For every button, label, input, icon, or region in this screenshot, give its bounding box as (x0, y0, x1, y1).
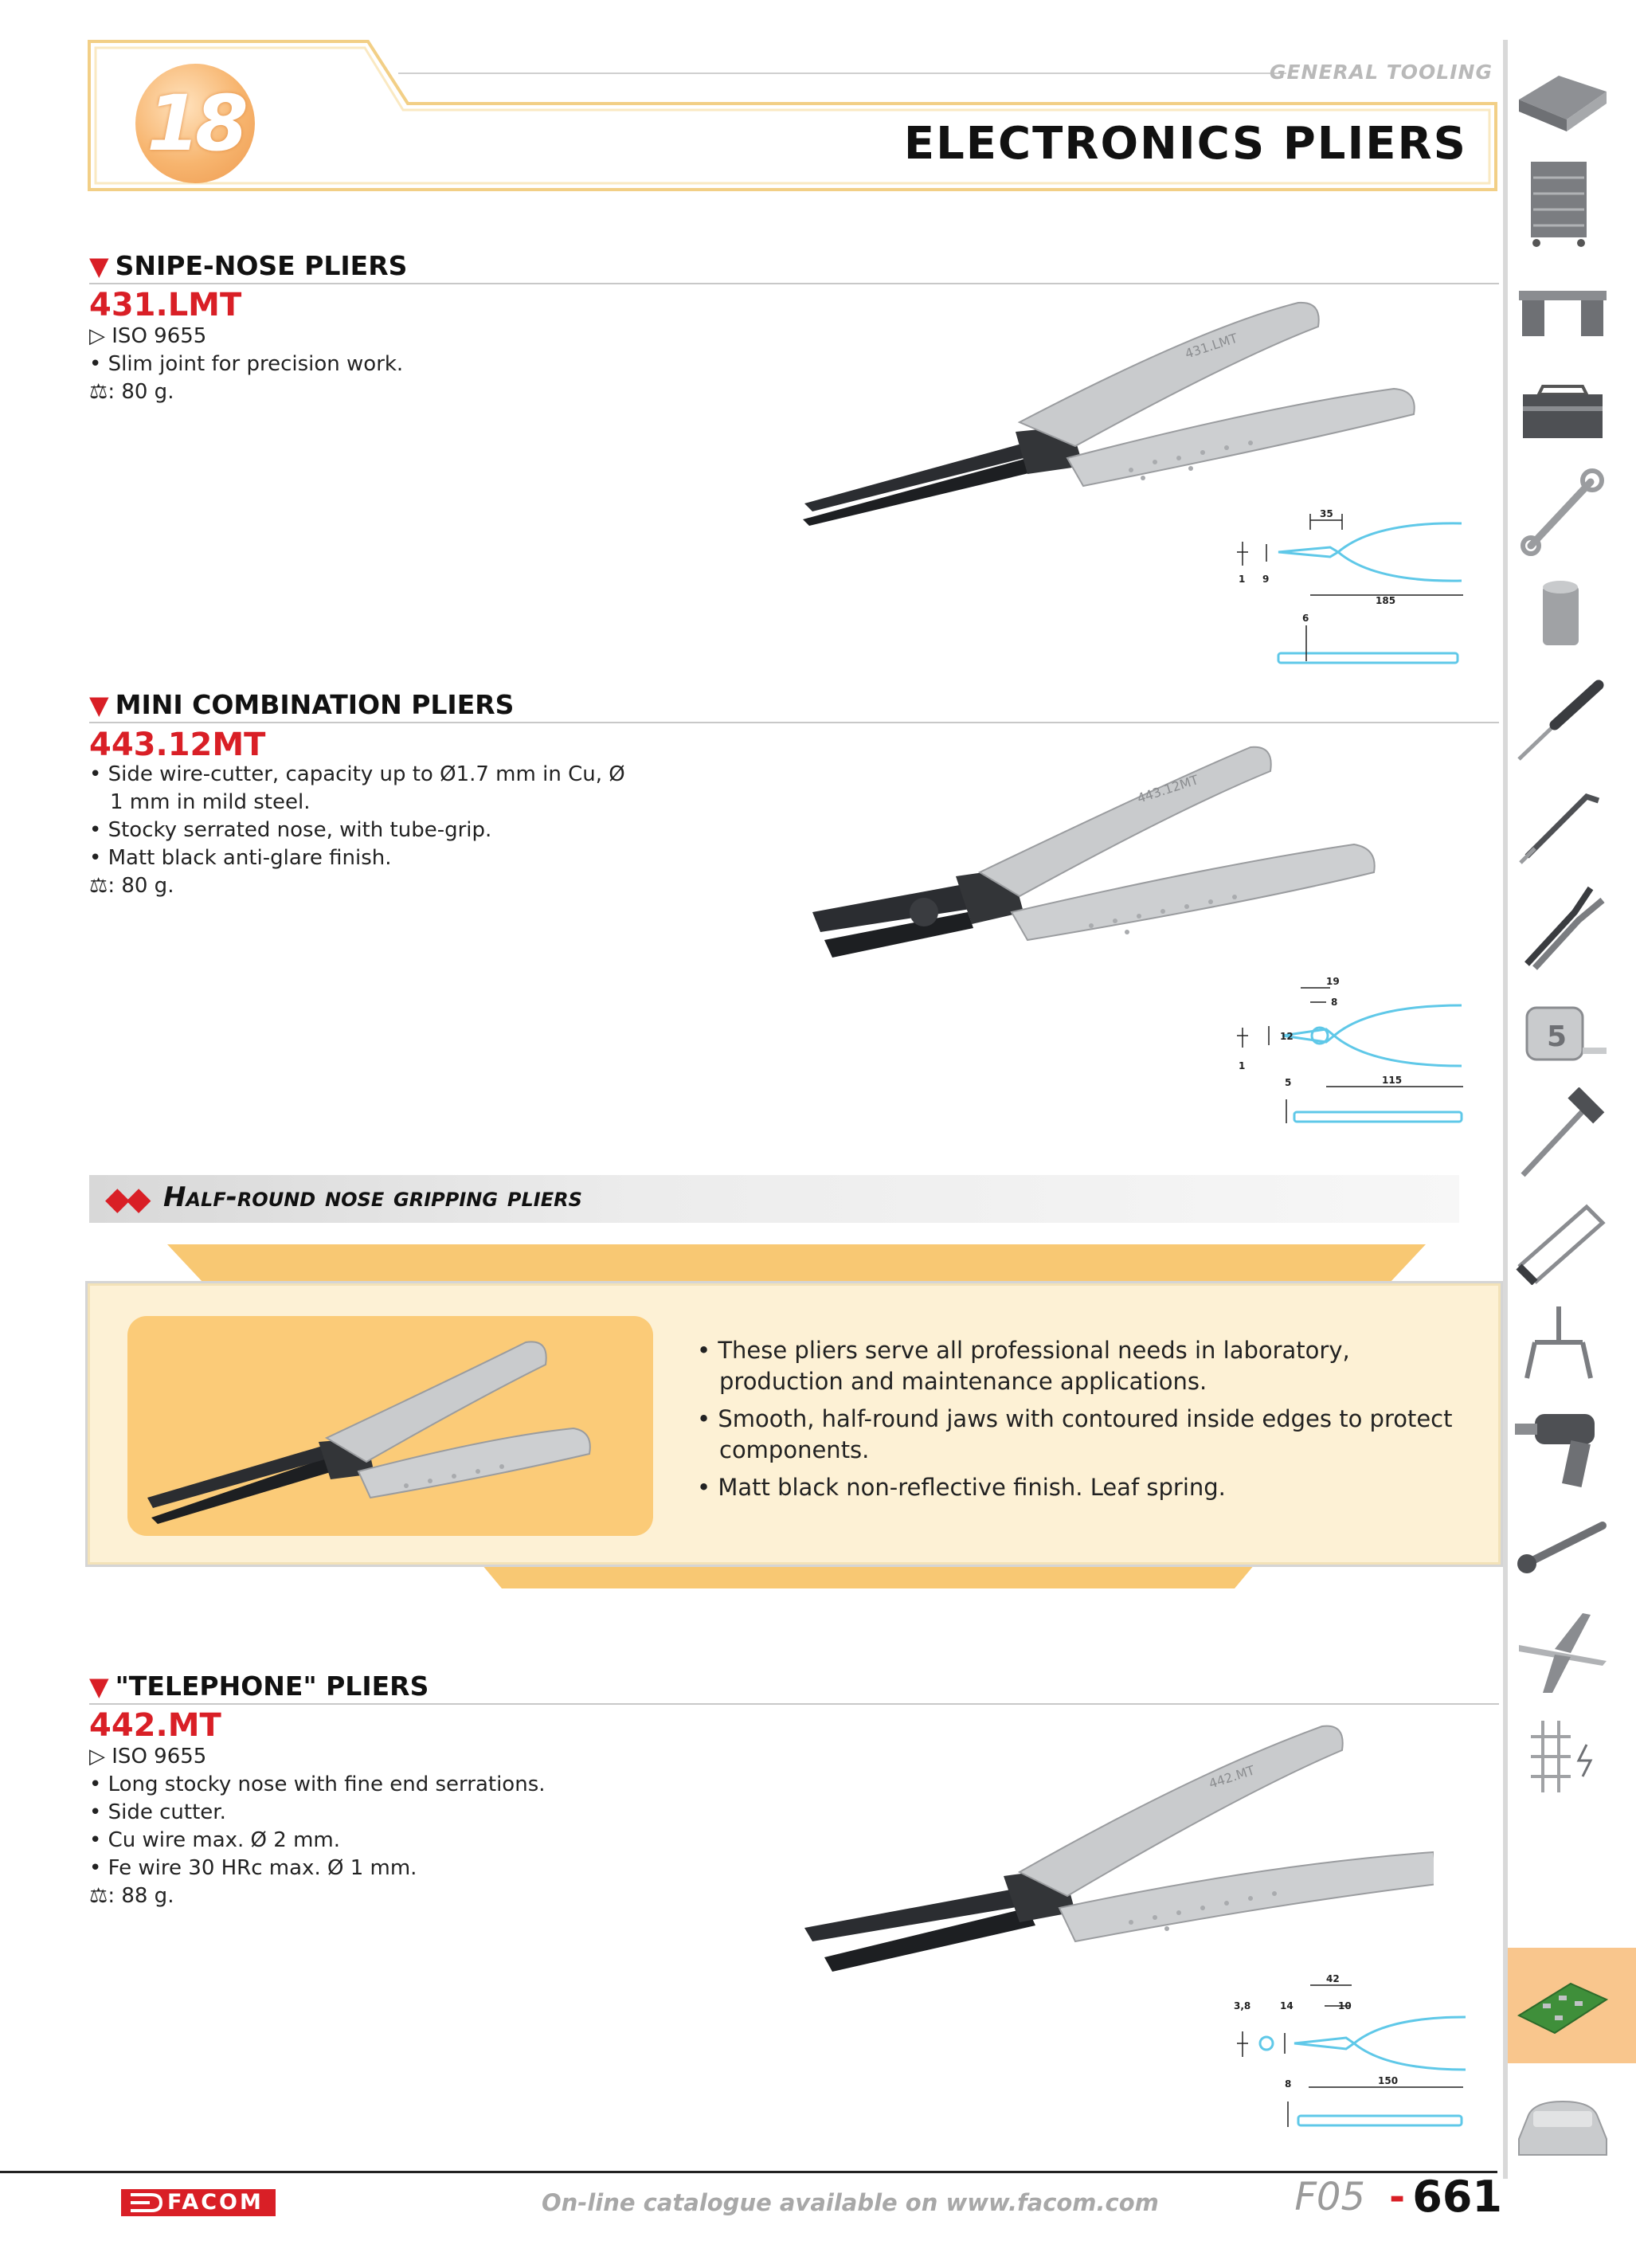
svg-text:115: 115 (1382, 1075, 1403, 1086)
brand-name: FACOM (167, 2190, 264, 2215)
triangle-marker-icon: ▼ (89, 1671, 109, 1702)
svg-text:42: 42 (1326, 1973, 1340, 1984)
heading-rule (89, 1703, 1499, 1705)
product-reference: 431.LMT (89, 287, 242, 323)
feature-item: • These pliers serve all professional needs in laboratory, production and maintenance applications. (697, 1337, 1350, 1395)
storage-icon[interactable] (1511, 52, 1614, 146)
torque-wrench-icon[interactable] (1511, 1502, 1614, 1596)
scale-icon: ⚖ (89, 874, 108, 898)
product-specs (89, 323, 403, 406)
svg-text:10: 10 (1338, 2000, 1352, 2011)
svg-text:14: 14 (1280, 2000, 1294, 2011)
scale-icon: ⚖ (89, 1884, 108, 1908)
svg-text:150: 150 (1378, 2075, 1399, 2086)
insulated-tools-icon[interactable] (1511, 1709, 1614, 1803)
spec-feature: • Slim joint for precision work. (89, 352, 404, 376)
svg-text:3,8: 3,8 (1234, 2000, 1251, 2011)
page-number: 661 (1412, 2172, 1502, 2222)
spec-feature: • Fe wire 30 HRc max. Ø 1 mm. (89, 1856, 417, 1880)
heading-rule (89, 283, 1499, 284)
scale-icon: ⚖ (89, 380, 108, 404)
toolbox-icon[interactable] (1511, 362, 1614, 456)
feature-item: • Smooth, half-round jaws with contoured inside edges to protect components. (697, 1405, 1453, 1463)
spec-weight: ⚖: 80 g. (89, 874, 174, 898)
svg-text:8: 8 (1285, 2078, 1292, 2090)
panel-tab-top (167, 1244, 1426, 1284)
svg-text:35: 35 (1320, 508, 1333, 519)
page-separator: - (1389, 2175, 1405, 2219)
product-specs (89, 761, 631, 900)
workbench-icon[interactable] (1511, 259, 1614, 353)
dimension-drawing (1231, 1968, 1477, 2135)
page-title: ELECTRONICS PLIERS (903, 118, 1467, 170)
product-reference: 443.12MT (89, 727, 266, 763)
triangle-marker-icon: ▼ (89, 690, 109, 720)
product-heading-snipe-nose: ▼ SNIPE-NOSE PLIERS (89, 250, 408, 281)
svg-text:5: 5 (1285, 1077, 1292, 1088)
spec-feature: • Cu wire max. Ø 2 mm. (89, 1828, 341, 1852)
footer-note: On-line catalogue available on www.facom.com (542, 2189, 1159, 2216)
svg-text:6: 6 (1302, 613, 1309, 624)
product-photo-half-round (143, 1326, 621, 1526)
product-specs (89, 1743, 546, 1910)
spec-standard: ▷ ISO 9655 (89, 324, 207, 348)
aircraft-icon[interactable] (1511, 1605, 1614, 1699)
spec-feature: • Side wire-cutter, capacity up to Ø1.7 mm in Cu, Ø 1 mm in mild steel. (89, 762, 625, 814)
hex-key-icon[interactable] (1511, 777, 1614, 871)
svg-text:1: 1 (1239, 1060, 1246, 1071)
svg-text:12: 12 (1280, 1031, 1294, 1042)
puller-icon[interactable] (1511, 1295, 1614, 1389)
product-photo-telephone (796, 1717, 1434, 1988)
spec-feature: • Stocky serrated nose, with tube-grip. (89, 818, 492, 842)
section-title: Half-round nose gripping pliers (163, 1181, 582, 1213)
logo-mark-icon (127, 2192, 163, 2213)
svg-text:5: 5 (1547, 1020, 1568, 1053)
socket-icon[interactable] (1511, 570, 1614, 664)
feature-list (697, 1335, 1454, 1510)
dimension-drawing (1231, 972, 1477, 1131)
roller-cabinet-icon[interactable] (1511, 155, 1614, 249)
heading-rule (89, 722, 1499, 723)
svg-text:185: 185 (1376, 595, 1396, 606)
screwdriver-icon[interactable] (1511, 673, 1614, 767)
product-heading-mini-combination: ▼ MINI COMBINATION PLIERS (89, 689, 515, 720)
page-code: F05 (1294, 2175, 1365, 2219)
product-photo-snipe-nose (789, 295, 1426, 534)
spec-feature: • Long stocky nose with fine end serrations. (89, 1772, 546, 1796)
wrench-icon[interactable] (1511, 466, 1614, 560)
spec-weight: ⚖: 80 g. (89, 380, 174, 404)
electronics-icon[interactable] (1511, 1960, 1614, 2054)
sidebar-line (1503, 40, 1508, 2179)
svg-text:1: 1 (1239, 574, 1246, 585)
svg-text:8: 8 (1331, 997, 1338, 1008)
svg-text:19: 19 (1326, 976, 1340, 987)
svg-text:9: 9 (1262, 574, 1270, 585)
automotive-icon[interactable] (1511, 2079, 1614, 2173)
pliers-icon[interactable] (1511, 880, 1614, 974)
footer-rule (0, 2171, 1497, 2173)
impact-wrench-icon[interactable] (1511, 1398, 1614, 1492)
svg-text:443.12MT: 443.12MT (1135, 772, 1200, 806)
feature-item: • Matt black non-reflective finish. Leaf spring. (697, 1474, 1226, 1501)
chapter-badge: 18 (135, 64, 255, 183)
hammer-icon[interactable] (1511, 1087, 1614, 1181)
spec-feature: • Matt black anti-glare finish. (89, 846, 392, 870)
tape-measure-icon[interactable] (1511, 984, 1614, 1078)
dimension-drawing (1231, 506, 1477, 673)
product-reference: 442.MT (89, 1707, 221, 1744)
spec-feature: • Side cutter. (89, 1800, 226, 1824)
hacksaw-icon[interactable] (1511, 1191, 1614, 1285)
spec-weight: ⚖: 88 g. (89, 1884, 174, 1908)
svg-text:442.MT: 442.MT (1207, 1762, 1257, 1792)
svg-text:431.LMT: 431.LMT (1183, 330, 1240, 362)
spec-standard: ▷ ISO 9655 (89, 1745, 207, 1769)
product-heading-telephone: ▼ "TELEPHONE" PLIERS (89, 1671, 429, 1702)
diamond-marker-icon: ◆◆ (105, 1181, 148, 1217)
product-photo-mini-combination (804, 741, 1426, 980)
section-label: GENERAL TOOLING (1269, 61, 1493, 84)
triangle-marker-icon: ▼ (89, 251, 109, 281)
